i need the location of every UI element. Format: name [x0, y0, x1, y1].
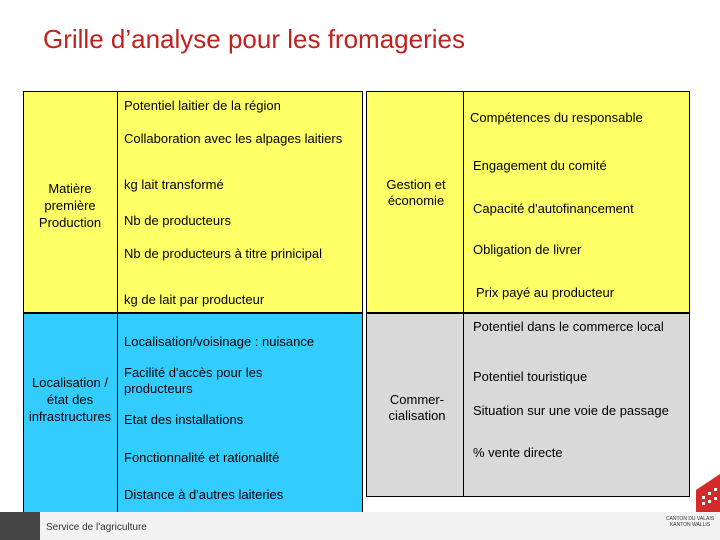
footer-accent [0, 512, 40, 540]
criterion-prix-paye: Prix payé au producteur [476, 285, 615, 300]
criterion-vente-directe: % vente directe [473, 445, 563, 460]
criterion-capacite-autofinancement: Capacité d'autofinancement [473, 201, 634, 216]
localisation-divider [117, 313, 118, 513]
criterion-nb-producteurs: Nb de producteurs [124, 213, 231, 228]
criterion-kg-lait-par-producteur: kg de lait par producteur [124, 292, 265, 307]
footer-service: Service de l'agriculture [46, 522, 147, 533]
criterion-voie-passage: Situation sur une voie de passage [473, 403, 669, 418]
commercialisation-label: Commer-cialisation [388, 392, 446, 423]
criterion-potentiel-laitier: Potentiel laitier de la région [124, 98, 281, 113]
criterion-competences-responsable: Compétences du responsable [470, 110, 643, 125]
gestion-divider [463, 91, 464, 313]
page-title: Grille d’analyse pour les fromageries [43, 24, 465, 54]
criterion-collaboration-alpages: Collaboration avec les alpages laitiers [124, 131, 343, 146]
criterion-localisation-nuisance: Localisation/voisinage : nuisance [124, 334, 315, 349]
criterion-nb-producteurs-principal: Nb de producteurs à titre prinicipal [124, 246, 322, 261]
commercialisation-divider [463, 313, 464, 497]
matiere-premiere-label: Matière première Production [38, 181, 102, 230]
canton-logo-text: CANTON DU VALAIS KANTON WALLIS [665, 516, 715, 528]
criterion-potentiel-touristique: Potentiel touristique [473, 369, 588, 384]
criterion-engagement-comite: Engagement du comité [473, 158, 607, 173]
criterion-distance-laiteries: Distance à d'autres laiteries [124, 487, 284, 502]
criterion-etat-installations: Etat des installations [124, 412, 244, 427]
criterion-commerce-local: Potentiel dans le commerce local [473, 319, 664, 334]
criterion-kg-lait-transforme: kg lait transformé [124, 177, 224, 192]
criterion-fonctionnalite: Fonctionnalité et rationalité [124, 450, 280, 465]
canton-logo-icon [690, 470, 720, 512]
gestion-label: Gestion et économie [386, 177, 446, 208]
matiere-premiere-divider [117, 91, 118, 313]
criterion-facilite-acces: Facilité d'accès pour les producteurs [124, 365, 263, 396]
localisation-label: Localisation / état des infrastructures [28, 375, 112, 424]
criterion-obligation-livrer: Obligation de livrer [473, 242, 582, 257]
